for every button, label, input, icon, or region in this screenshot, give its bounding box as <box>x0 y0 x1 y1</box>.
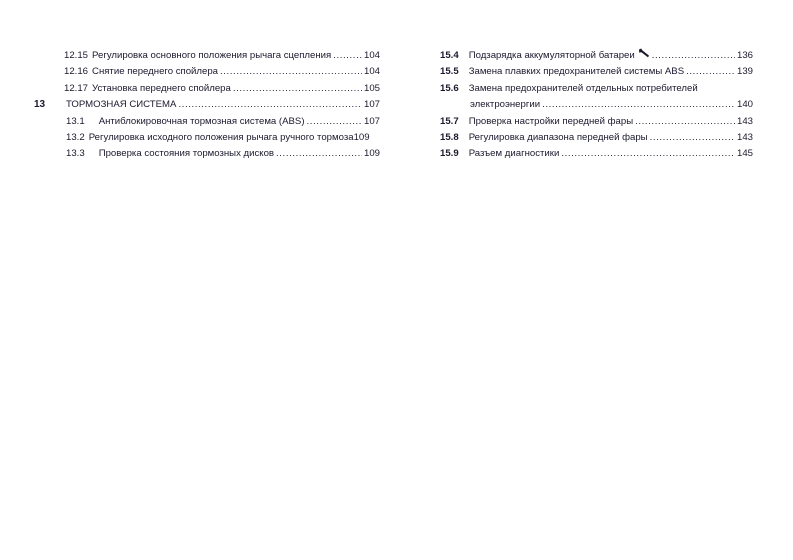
toc-entry-number: 13.2 <box>66 131 85 143</box>
dot-leader <box>333 48 362 64</box>
toc-entry[interactable] <box>34 48 380 64</box>
dot-leader <box>542 97 735 113</box>
toc-entry-number: 15.9 <box>440 148 459 160</box>
toc-entry-number: 12.15 <box>64 50 89 61</box>
toc-entry-number: 15.7 <box>440 115 459 127</box>
dot-leader <box>635 114 735 130</box>
toc-entry[interactable] <box>440 114 753 130</box>
toc-entry-number: 13.3 <box>66 148 85 160</box>
toc-entry-page: 109 <box>363 148 380 160</box>
toc-entry-number: 12.17 <box>64 82 89 94</box>
toc-entry-number: 15.6 <box>440 82 459 94</box>
toc-entry-title: электроэнергии <box>470 99 541 111</box>
dot-leader <box>307 114 362 130</box>
toc-right-column <box>440 48 753 163</box>
toc-entry[interactable] <box>440 48 753 64</box>
toc-entry-page: 107 <box>363 115 380 127</box>
toc-entry[interactable] <box>34 64 380 80</box>
toc-entry[interactable] <box>440 81 753 97</box>
toc-entry-number: 12.16 <box>64 66 89 78</box>
dot-leader <box>652 48 735 64</box>
toc-entry-title: Регулировка основного положения рычага сцепления <box>92 50 332 61</box>
toc-entry-title: Антиблокировочная тормозная система (ABS) <box>98 115 305 127</box>
toc-entry-number: 15.5 <box>440 66 459 78</box>
toc-entry-number: 15.4 <box>440 50 459 61</box>
toc-entry-title: Установка переднего спойлера <box>92 82 231 94</box>
toc-chapter-number: 13 <box>34 99 46 111</box>
dot-leader <box>561 146 735 162</box>
toc-entry-title: Снятие переднего спойлера <box>92 66 218 78</box>
toc-entry-page: 140 <box>736 99 753 111</box>
toc-entry-page: 143 <box>736 115 753 127</box>
toc-entry-page: 105 <box>363 82 380 94</box>
toc-entry-page: 107 <box>363 99 380 111</box>
toc-entry-page: 136 <box>736 50 753 61</box>
dot-leader <box>276 146 362 162</box>
toc-entry-page: 145 <box>736 148 753 160</box>
toc-entry-number: 15.8 <box>440 131 459 143</box>
dot-leader <box>686 64 735 80</box>
toc-entry-page: 143 <box>736 131 753 143</box>
wrench-icon <box>638 48 650 58</box>
toc-entry[interactable] <box>34 130 380 146</box>
dot-leader <box>220 64 362 80</box>
toc-left-column <box>34 48 380 163</box>
toc-entry-title: Замена предохранителей отдельных потребителей <box>468 82 698 94</box>
toc-entry[interactable] <box>440 146 753 162</box>
toc-entry-title: Проверка настройки передней фары <box>468 115 634 127</box>
toc-entry[interactable] <box>440 130 753 146</box>
toc-entry-title: Регулировка исходного положения рычага ручного тормоза <box>88 131 354 143</box>
dot-leader <box>178 97 362 113</box>
toc-entry-continuation[interactable] <box>440 97 753 113</box>
toc-entry-page: 104 <box>363 66 380 78</box>
toc-entry[interactable] <box>34 146 380 162</box>
toc-entry[interactable] <box>34 81 380 97</box>
toc-entry-number: 13.1 <box>66 115 85 127</box>
toc-entry-page: 109 <box>353 131 370 143</box>
toc-entry-page: 104 <box>363 50 380 61</box>
dot-leader <box>233 81 362 97</box>
dot-leader <box>650 130 735 146</box>
toc-chapter-entry[interactable] <box>34 97 380 113</box>
toc-entry-title: Разъем диагностики <box>468 148 560 160</box>
toc-chapter-title: ТОРМОЗНАЯ СИСТЕМА <box>66 99 177 111</box>
toc-entry[interactable] <box>440 64 753 80</box>
toc-entry[interactable] <box>34 114 380 130</box>
toc-entry-title: Замена плавких предохранителей системы ABS <box>468 66 685 78</box>
toc-entry-title: Проверка состояния тормозных дисков <box>98 148 275 160</box>
toc-entry-title: Регулировка диапазона передней фары <box>468 131 648 143</box>
toc-entry-page: 139 <box>736 66 753 78</box>
toc-entry-title: Подзарядка аккумуляторной батареи <box>468 50 635 61</box>
